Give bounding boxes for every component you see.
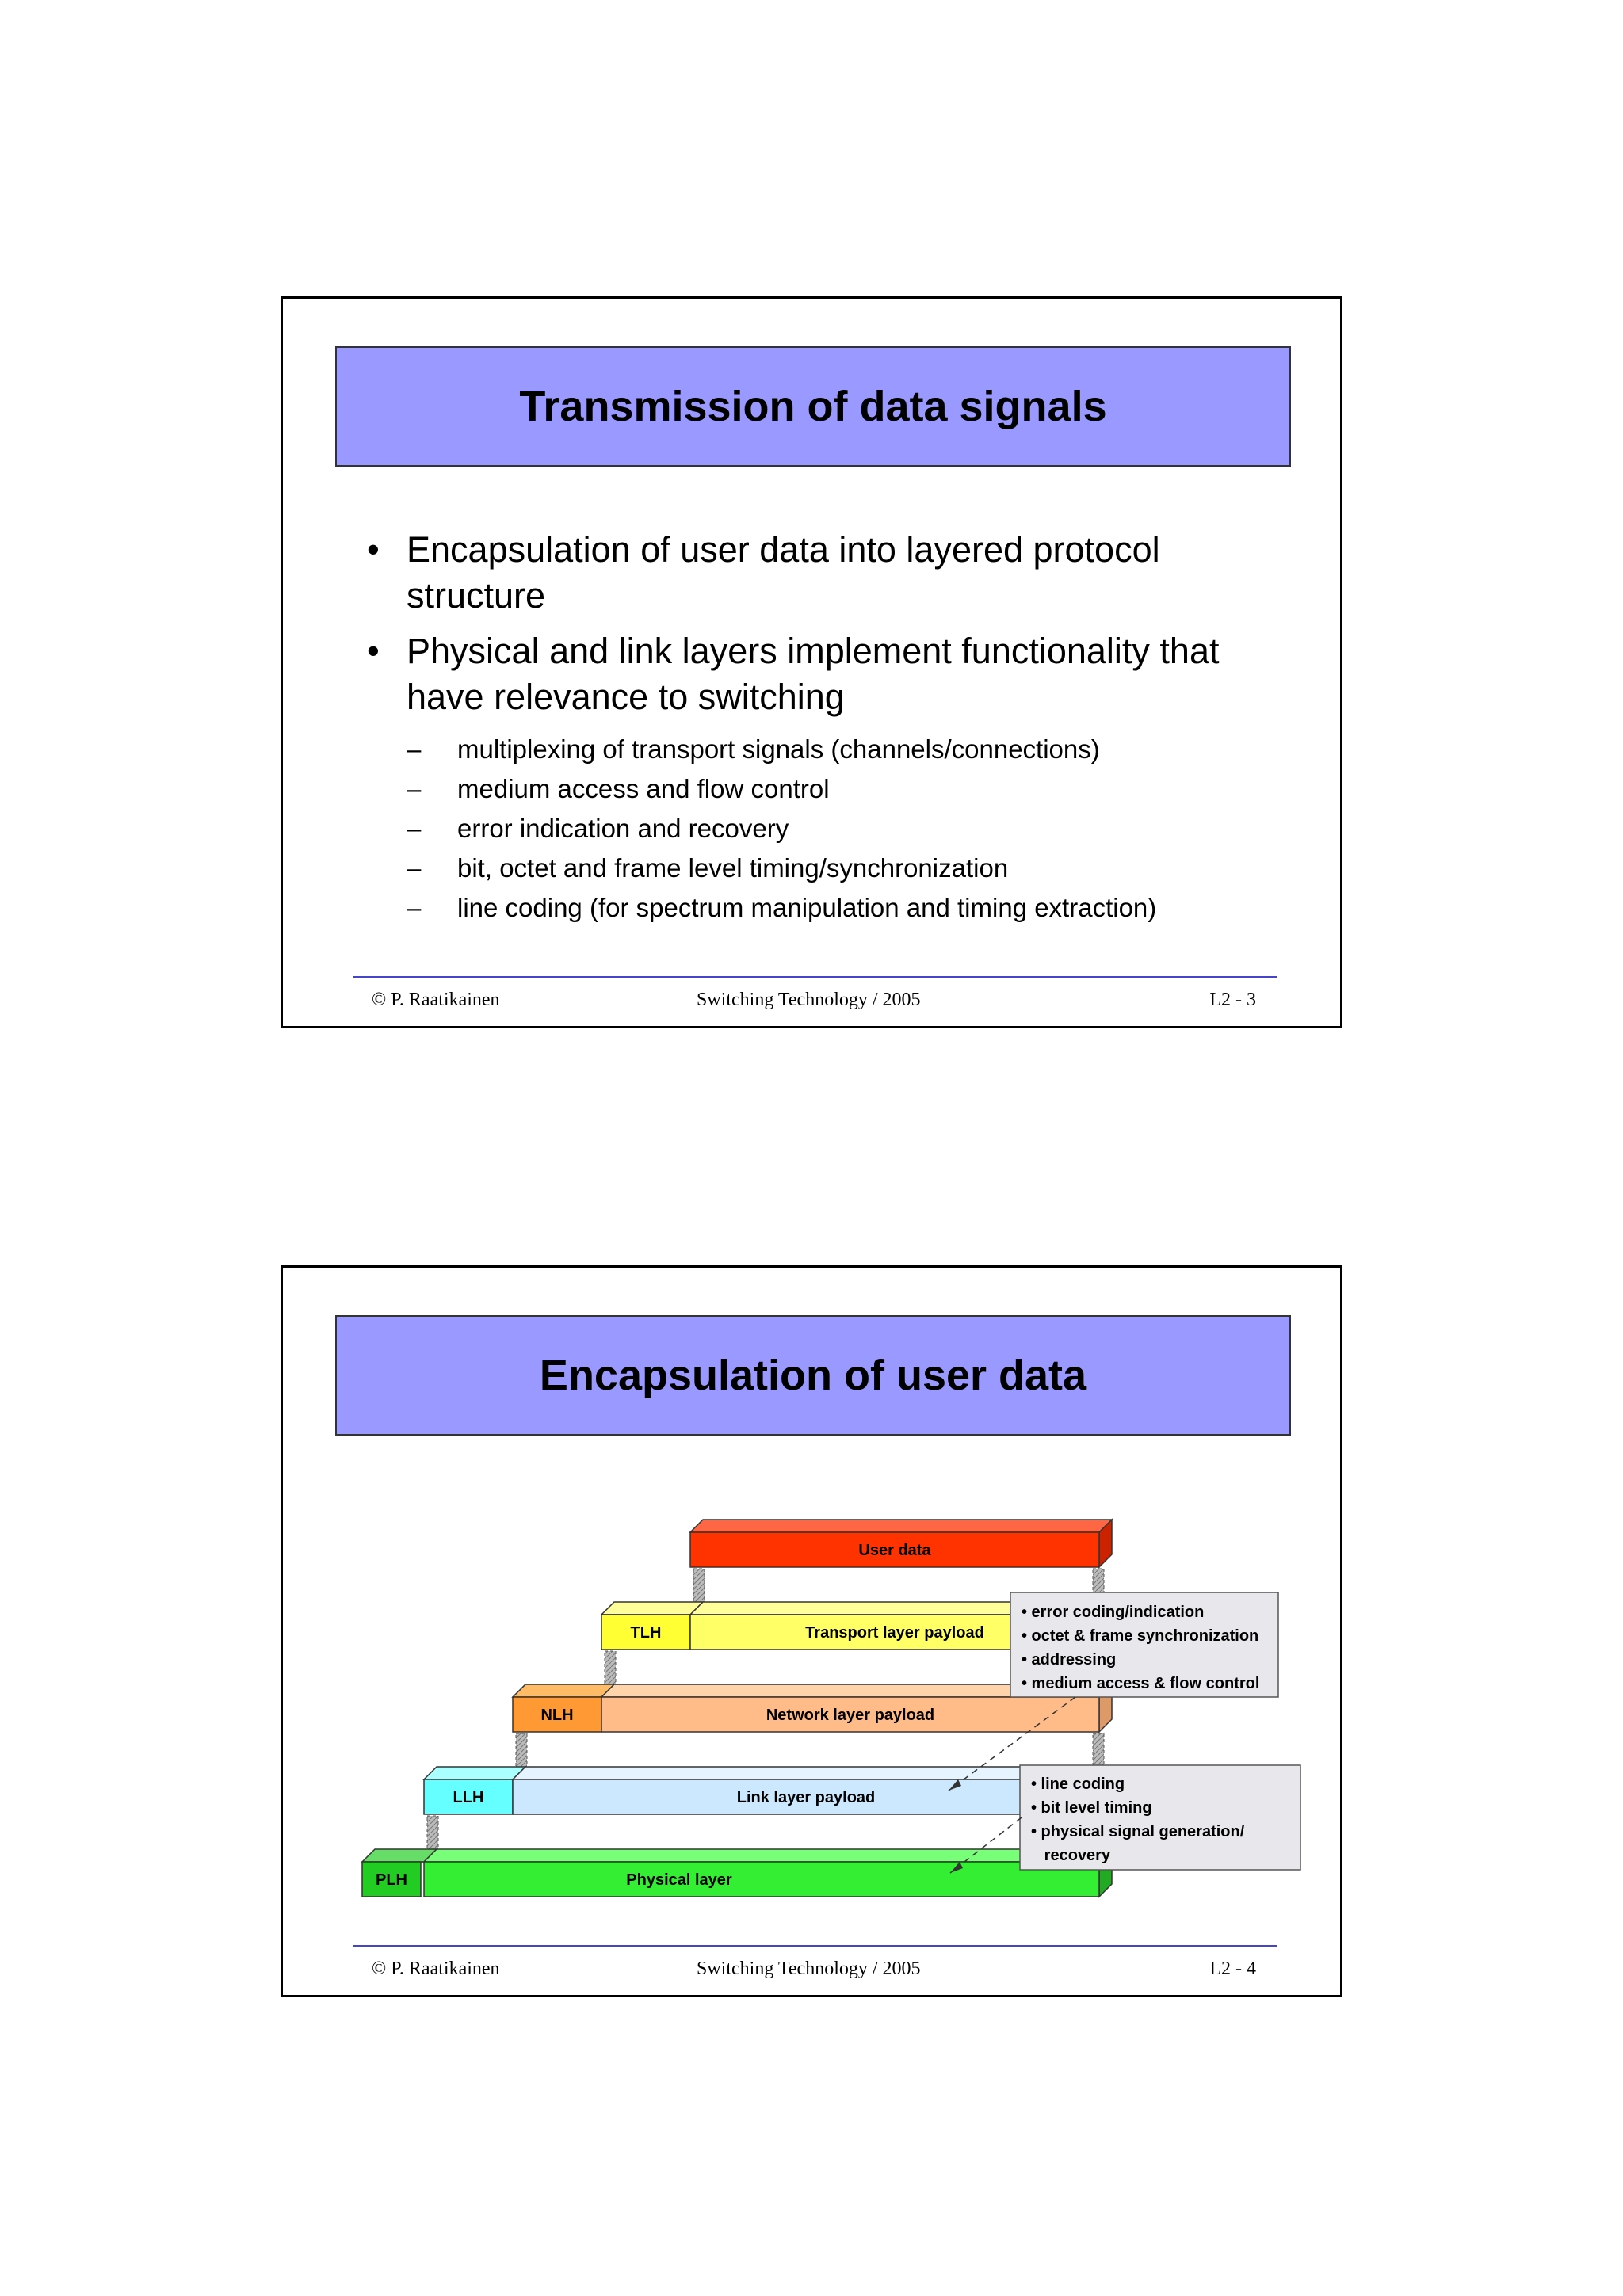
annotation-item: recovery bbox=[1031, 1847, 1111, 1864]
bullet-list bbox=[362, 527, 1313, 928]
footer-course: Switching Technology / 2005 bbox=[697, 990, 921, 1010]
plh-label: PLH bbox=[376, 1871, 407, 1889]
footer-page-number: L2 - 4 bbox=[1209, 1958, 1256, 1979]
slide-transmission bbox=[281, 296, 1342, 1028]
tlh-label: TLH bbox=[630, 1624, 662, 1642]
bullet-text: have relevance to switching bbox=[407, 677, 845, 717]
sub-bullet-dash: – bbox=[407, 814, 422, 843]
encapsulation-diagram bbox=[283, 1268, 1340, 1997]
slide-title: Transmission of data signals bbox=[519, 383, 1107, 430]
footer-author: © P. Raatikainen bbox=[372, 1958, 500, 1979]
sub-bullet-item bbox=[362, 730, 1313, 769]
sub-bullet-item bbox=[362, 888, 1313, 928]
footer-page-number: L2 - 3 bbox=[1209, 990, 1256, 1010]
footer-author: © P. Raatikainen bbox=[372, 990, 500, 1010]
sub-bullet-text: error indication and recovery bbox=[457, 814, 789, 843]
bullet-text: Physical and link layers implement functionality that bbox=[407, 631, 1220, 671]
slide-encapsulation bbox=[281, 1265, 1342, 1997]
transport-payload-label: Transport layer payload bbox=[805, 1624, 984, 1642]
physical-layer-row bbox=[362, 1849, 1112, 1897]
sub-bullet-text: line coding (for spectrum manipulation and timing extraction) bbox=[457, 893, 1157, 922]
bullet-text: structure bbox=[407, 575, 546, 616]
user-data-block bbox=[690, 1520, 1112, 1567]
link-layer-row bbox=[424, 1767, 1112, 1814]
user-data-label: User data bbox=[858, 1542, 931, 1559]
slide-title-box bbox=[335, 346, 1291, 467]
sub-bullet-item bbox=[362, 769, 1313, 809]
network-payload-label: Network layer payload bbox=[766, 1707, 935, 1724]
llh-label: LLH bbox=[453, 1789, 484, 1806]
sub-bullet-text: multiplexing of transport signals (channels/connections) bbox=[457, 734, 1100, 764]
sub-bullet-dash: – bbox=[407, 853, 422, 883]
sub-bullet-dash: – bbox=[407, 734, 422, 764]
footer-rule bbox=[353, 976, 1277, 978]
annotation-item: • medium access & flow control bbox=[1022, 1675, 1260, 1692]
sub-bullet-item bbox=[362, 809, 1313, 849]
sub-bullet-text: bit, octet and frame level timing/synchronization bbox=[457, 853, 1009, 883]
link-payload-label: Link layer payload bbox=[736, 1789, 876, 1806]
sub-bullet-dash: – bbox=[407, 893, 422, 922]
footer-rule bbox=[353, 1945, 1277, 1947]
bullet-text: Encapsulation of user data into layered protocol bbox=[407, 529, 1160, 570]
slide-title: Encapsulation of user data bbox=[539, 1352, 1087, 1399]
sub-bullet-dash: – bbox=[407, 774, 422, 803]
bullet-item bbox=[362, 527, 1313, 619]
sub-bullet-item bbox=[362, 849, 1313, 888]
annotation-item: • line coding bbox=[1031, 1775, 1125, 1793]
annotation-item: • bit level timing bbox=[1031, 1799, 1152, 1817]
footer-course: Switching Technology / 2005 bbox=[697, 1958, 921, 1979]
annotation-item: • error coding/indication bbox=[1022, 1604, 1205, 1621]
annotation-item: • physical signal generation/ bbox=[1031, 1823, 1245, 1840]
bullet-item bbox=[362, 628, 1313, 720]
sub-bullet-text: medium access and flow control bbox=[457, 774, 830, 803]
bullet-dot: • bbox=[367, 529, 380, 570]
annotation-item: • addressing bbox=[1022, 1651, 1117, 1669]
physical-layer-label: Physical layer bbox=[626, 1871, 732, 1889]
annotation-item: • octet & frame synchronization bbox=[1022, 1627, 1259, 1645]
nlh-label: NLH bbox=[540, 1707, 574, 1724]
bullet-dot: • bbox=[367, 631, 380, 671]
